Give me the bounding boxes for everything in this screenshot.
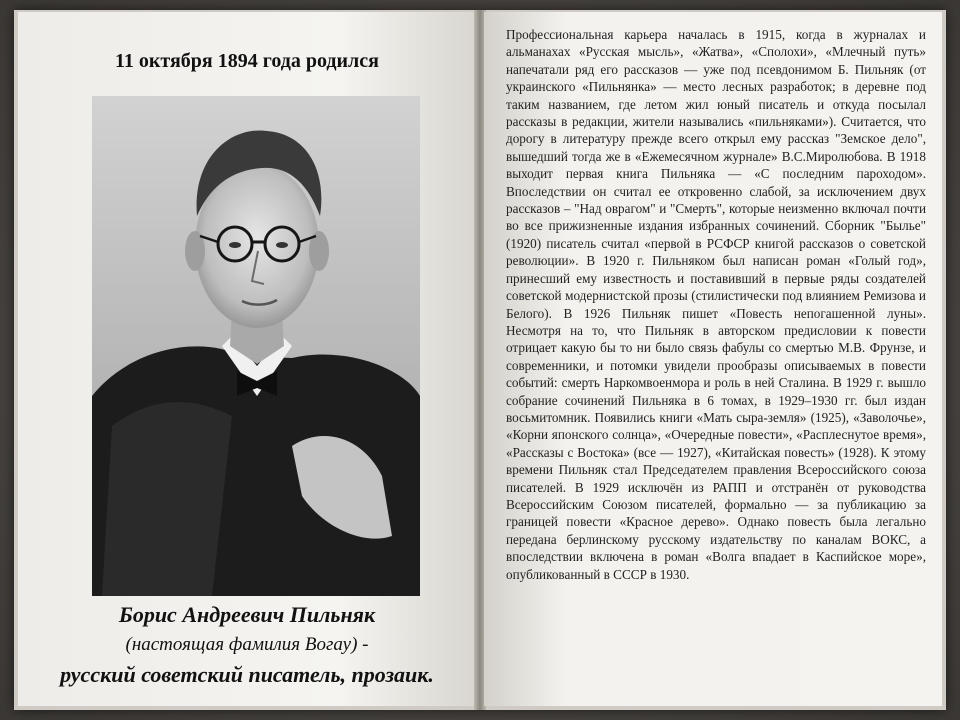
open-book	[14, 10, 946, 710]
author-description: русский советский писатель, прозаик.	[60, 662, 434, 687]
author-portrait	[92, 96, 420, 596]
author-name: Борис Андреевич Пильняк	[118, 602, 376, 627]
portrait-image	[92, 96, 420, 596]
author-real-name-note: (настоящая фамилия Вогау) -	[125, 634, 369, 655]
date-heading: 11 октября 1894 года родился	[115, 50, 379, 72]
left-page	[18, 12, 476, 706]
biography-text: Профессиональная карьера началась в 1915, когда в журналах и альманахах «Русская мысль», «Жатва», «Сполохи», «Млечный путь» напечатали ряд его рассказов — уже под псевдонимом Б. Пильняк (от украинского «Пильнянка» — место лесных разработок; в деревне под таким названием, где летом жил юный писатель и откуда посылал рассказы в редакции, жители назывались «пильняками»). Считается, что дорогу в литературу прежде всего открыл ему рассказ "Земское дело", вышедший тогда же в «Ежемесячном журнале» В.С.Миролюбова. В 1918 выходит первая книга Пильняка — «С последним пароходом». Впоследствии он считал ее откровенно слабой, за исключением двух рассказов – "Над оврагом" и "Смерть", которые неизменно включал почти во все прижизненные издания избранных сочинений. Сборник "Былье" (1920) писатель считал «первой в РСФСР книгой рассказов о советской революции». В 1920 г. Пильняком был написан роман «Голый год», принесший ему известность и поставивший в первые ряды создателей советской модернистской прозы (стилистически под влиянием Ремизова и Белого). В 1926 Пильняк пишет «Повесть непогашенной луны». Несмотря на то, что Пильняк в авторском предисловии к повести отрицает какую бы то ни было связь фабулы со смертью М.В. Фрунзе, и современники, и потомки увидели прообразы описываемых в повести событий: смерть Наркомвоенмора и роль в ней Сталина. В 1929 г. вышло собрание сочинений Пильняка в 6 томах, в 1929–1930 гг. был издан восьмитомник. Появились книги «Мать сыра-земля» (1925), «Заволочье», «Корни японского солнца», «Очередные повести», «Расплеснутое время», «Рассказы с Востока» (все — 1927), «Китайская повесть» (1928). К этому времени Пильняк стал Председателем правления Всероссийского союза писателей. В 1929 исключён из РАПП и отстранён от руководства Всероссийским Союзом писателей, формально — за публикацию за границей повести «Красное дерево». Однако повесть была легально передана берлинскому русскому издательству по каналам ВОКС, а впоследствии включена в роман «Волга впадает в Каспийское море», опубликованный в СССР в 1930.	[506, 27, 926, 582]
right-page	[484, 12, 942, 706]
